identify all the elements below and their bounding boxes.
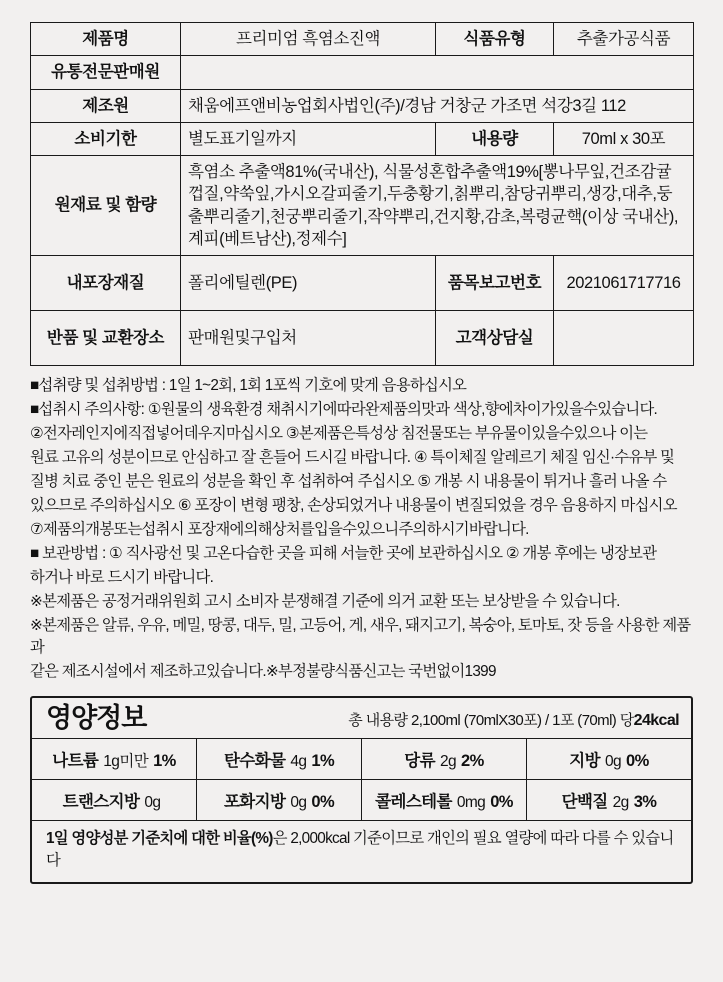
nutrient-amount: 2g [612, 794, 629, 812]
spec-value-manufacturer: 채움에프앤비농업회사법인(주)/경남 거창군 가조면 석강3길 112 [181, 89, 694, 122]
spec-value-distributor [181, 56, 694, 89]
table-row [31, 56, 694, 89]
usage-notes [30, 375, 693, 684]
nutrition-cell-carbohydrate [197, 739, 362, 779]
table-row [31, 311, 694, 366]
nutrition-cell-trans-fat [32, 780, 197, 820]
spec-value-food-type: 추출가공식품 [554, 23, 694, 56]
nutrient-name: 당류 [404, 752, 435, 771]
spec-label-customer-service: 고객상담실 [436, 311, 554, 366]
nutrient-amount: 1g미만 [103, 753, 149, 771]
nutrition-header [32, 698, 691, 739]
nutrient-amount: 2g [439, 753, 457, 771]
nutrient-name: 포화지방 [223, 793, 286, 812]
nutrient-name: 나트륨 [52, 752, 99, 771]
note-line-11: ※본제품은 알류, 우유, 메밀, 땅콩, 대두, 밀, 고등어, 게, 새우, 돼지고기, 복숭아, 토마토, 잣 등을 사용한 제품과 [30, 616, 691, 657]
spec-label-return-place: 반품 및 교환장소 [31, 311, 181, 366]
nutrition-title: 영양정보 [46, 703, 147, 734]
nutrition-cell-protein [527, 780, 691, 820]
note-line-7: ⑦제품의개봉또는섭취시 포장재에의해상처를입을수있으니주의하시기바랍니다. [30, 520, 529, 538]
nutrition-cell-fat [527, 739, 691, 779]
nutrient-name: 콜레스테롤 [375, 793, 452, 812]
spec-label-ingredients: 원재료 및 함량 [31, 156, 181, 256]
spec-label-food-type: 식품유형 [436, 23, 554, 56]
nutrient-percent: 2% [461, 752, 484, 771]
nutrition-row-2 [32, 780, 691, 821]
spec-value-volume: 70ml x 30포 [554, 122, 694, 155]
nutrition-footnote-rest: 은 2,000kcal 기준이므로 개인의 필요 열량에 따라 다를 수 있습니다 [46, 830, 674, 870]
table-row [31, 89, 694, 122]
spec-label-distributor: 유통전문판매원 [31, 56, 181, 89]
spec-label-product-name: 제품명 [31, 23, 181, 56]
nutrition-cell-sodium [32, 739, 197, 779]
nutrition-calories: 24kcal [633, 712, 679, 730]
spec-value-product-name: 프리미엄 흑염소진액 [181, 23, 436, 56]
nutrient-amount: 0g [144, 794, 161, 812]
nutrient-percent: 0% [311, 793, 335, 812]
spec-value-packaging: 폴리에틸렌(PE) [181, 256, 436, 311]
nutrient-percent: 0% [490, 793, 513, 812]
note-line-2: ■섭취시 주의사항: ①원물의 생육환경 채취시기에따라완제품의맛과 색상,향에차이가있을수있습니다. [30, 401, 658, 419]
nutrient-percent: 3% [633, 793, 657, 812]
note-line-1: ■섭취량 및 섭취방법 : 1일 1~2회, 1회 1포씩 기호에 맞게 음용하십시오 [30, 377, 467, 395]
table-row [31, 23, 694, 56]
nutrient-amount: 4g [290, 753, 307, 771]
nutrition-cell-cholesterol [362, 780, 527, 820]
nutrition-footnote [32, 821, 691, 881]
note-line-9: 하거나 바로 드시기 바랍니다. [30, 568, 214, 586]
nutrition-row-1 [32, 739, 691, 780]
spec-value-customer-service [554, 311, 694, 366]
spec-value-expiry: 별도표기일까지 [181, 122, 436, 155]
nutrient-amount: 0g [290, 794, 307, 812]
nutrition-cell-saturated-fat [197, 780, 362, 820]
spec-label-expiry: 소비기한 [31, 122, 181, 155]
nutrient-name: 탄수화물 [223, 752, 286, 771]
note-line-3: ②전자레인지에직접넣어데우지마십시오 ③본제품은특성상 침전물또는 부유물이있을수있으나 이는 [30, 425, 648, 442]
spec-value-ingredients: 흑염소 추출액81%(국내산), 식물성혼합추출액19%[뽕나무잎,건조감귤껍질,약쑥잎,가시오갈피줄기,두충황기,칡뿌리,참당귀뿌리,생강,대추,둥출뿌리줄기,천궁뿌리줄기,작약뿌리,건지황,감초,복령균핵(이상 국내산),계피(베트남산),정제수] [181, 156, 694, 256]
spec-value-return-place: 판매원및구입처 [181, 311, 436, 366]
spec-label-volume: 내용량 [436, 122, 554, 155]
spec-label-manufacturer: 제조원 [31, 89, 181, 122]
spec-value-report-number: 2021061717716 [554, 256, 694, 311]
note-line-8: ■ 보관방법 : ① 직사광선 및 고온다습한 곳을 피해 서늘한 곳에 보관하십시오 ② 개봉 후에는 냉장보관 [30, 544, 657, 562]
nutrition-cell-sugars [362, 739, 527, 779]
nutrient-percent: 0% [626, 752, 649, 771]
table-row [31, 256, 694, 311]
nutrient-percent: 1% [311, 752, 335, 771]
note-line-6: 있으므로 주의하십시오 ⑥ 포장이 변형 팽창, 손상되었거나 내용물이 변질되었을 경우 음용하지 마십시오 [30, 496, 677, 514]
nutrition-facts-panel [30, 696, 693, 883]
table-row [31, 156, 694, 256]
nutrition-footnote-bold: 1일 영양성분 기준치에 대한 비율(%) [46, 830, 273, 848]
spec-label-packaging: 내포장재질 [31, 256, 181, 311]
nutrient-name: 지방 [569, 752, 600, 771]
nutrient-amount: 0g [604, 753, 622, 771]
nutrient-amount: 0mg [456, 794, 486, 812]
table-row [31, 122, 694, 155]
note-line-10: ※본제품은 공정거래위원회 고시 소비자 분쟁해결 기준에 의거 교환 또는 보상받을 수 있습니다. [30, 592, 620, 610]
spec-label-report-number: 품목보고번호 [436, 256, 554, 311]
nutrient-name: 단백질 [561, 793, 608, 812]
nutrient-name: 트랜스지방 [62, 793, 140, 812]
product-spec-table [30, 22, 694, 366]
nutrient-percent: 1% [153, 752, 176, 771]
note-line-4: 원료 고유의 성분이므로 안심하고 잘 흔들어 드시길 바랍니다. ④ 특이체질 알레르기 체질 임신·수유부 및 [30, 448, 675, 466]
nutrition-serving-info [348, 709, 679, 732]
note-line-5: 질병 치료 중인 분은 원료의 성분을 확인 후 섭취하여 주십시오 ⑤ 개봉 시 내용물이 튀거나 흘러 나올 수 [30, 472, 667, 490]
nutrition-serving-text: 총 내용량 2,100ml (70mlX30포) / 1포 (70ml) 당 [348, 712, 634, 730]
note-line-12: 같은 제조시설에서 제조하고있습니다.※부정불량식품신고는 국번없이1399 [30, 663, 496, 681]
